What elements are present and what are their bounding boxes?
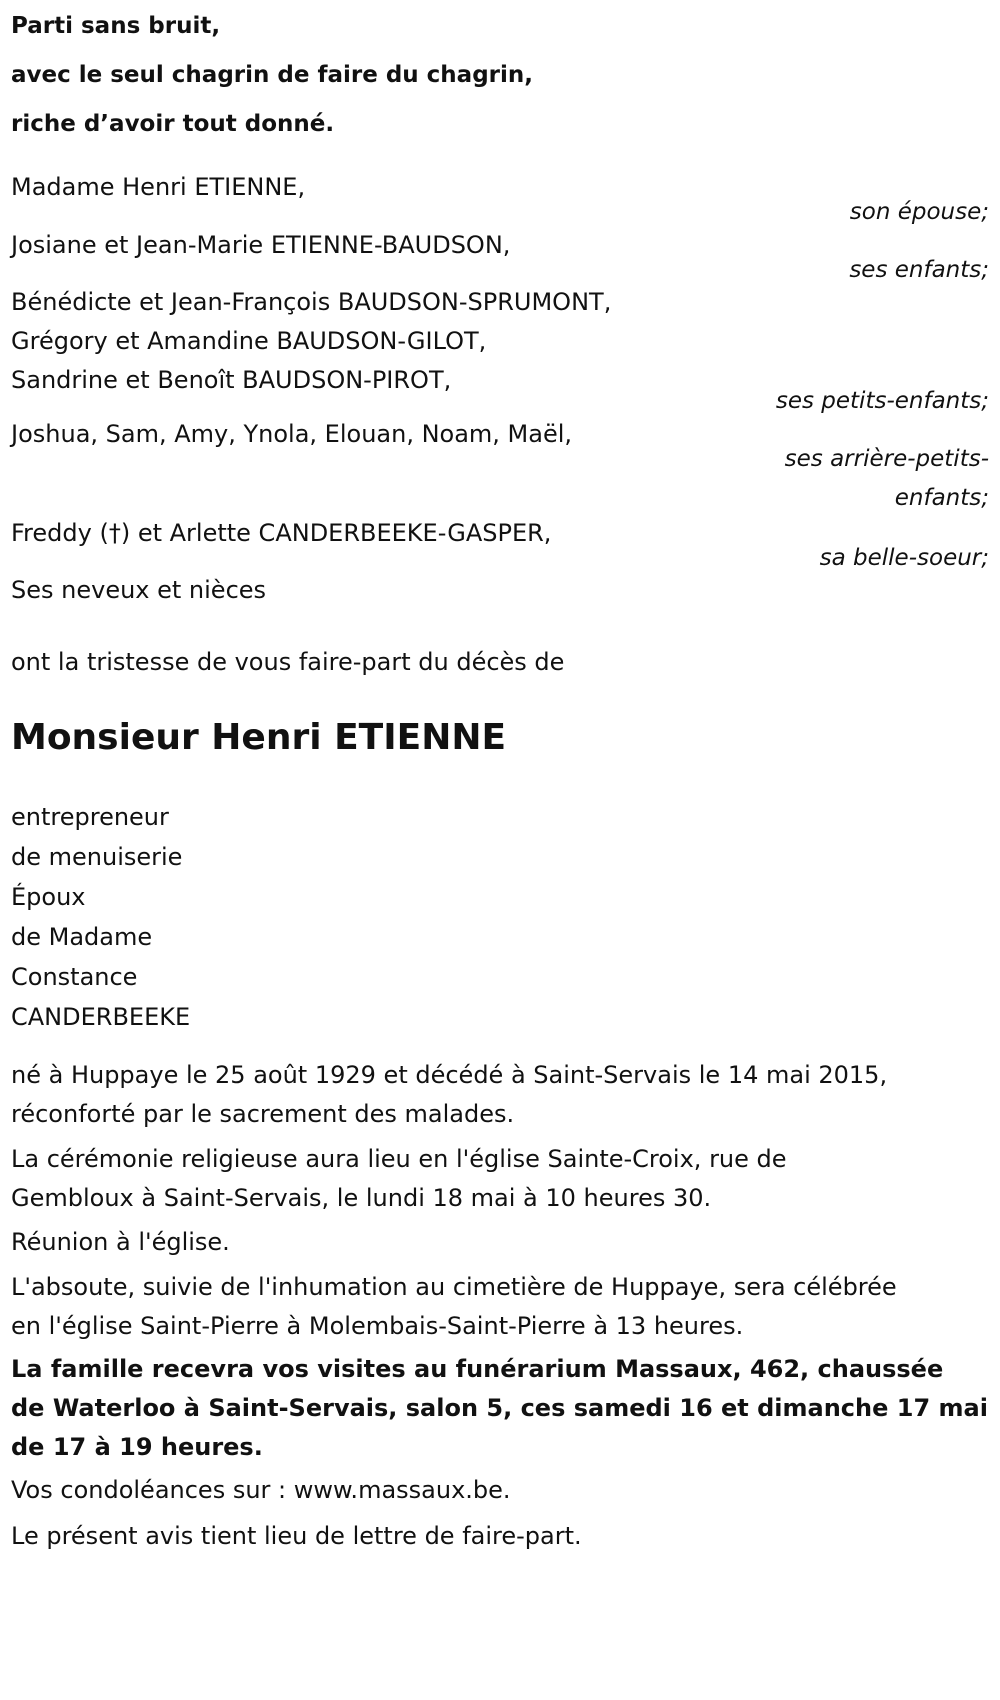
obituary-notice	[11, 0, 989, 1550]
relation-label-line: ses arrière-petits-	[784, 446, 989, 472]
announcement-text: ont la tristesse de vous faire-part du décès de	[11, 648, 565, 676]
quality-line: CANDERBEEKE	[11, 1003, 191, 1031]
family-names: Freddy (†) et Arlette CANDERBEEKE-GASPER,	[11, 519, 552, 547]
family-names: Grégory et Amandine BAUDSON-GILOT,	[11, 327, 487, 355]
family-names: Bénédicte et Jean-François BAUDSON-SPRUMONT,	[11, 288, 612, 316]
family-entry-children	[11, 226, 989, 283]
relation-label: ses petits-enfants;	[775, 388, 989, 414]
quote-line: riche d’avoir tout donné.	[11, 111, 335, 137]
meeting-paragraph: Réunion à l'église.	[11, 1228, 230, 1256]
family-entry-grandchildren	[11, 283, 989, 415]
quality-line: entrepreneur	[11, 803, 169, 831]
relation-label-line: enfants;	[894, 485, 989, 511]
family-list	[11, 168, 989, 611]
relation-label: son épouse;	[849, 199, 989, 225]
paragraph-line: de Waterloo à Saint-Servais, salon 5, ces samedi 16 et dimanche 17 mai	[11, 1394, 988, 1422]
visits-paragraph	[11, 1350, 989, 1467]
family-names: Madame Henri ETIENNE,	[11, 173, 306, 201]
family-entry-great-grandchildren	[11, 415, 989, 514]
opening-quote	[11, 2, 989, 149]
paragraph-line: La famille recevra vos visites au funérarium Massaux, 462, chaussée	[11, 1355, 944, 1383]
family-names: Josiane et Jean-Marie ETIENNE-BAUDSON,	[11, 231, 511, 259]
quality-line: Époux	[11, 883, 86, 911]
paragraph-line: né à Huppaye le 25 août 1929 et décédé à Saint-Servais le 14 mai 2015,	[11, 1061, 888, 1089]
condolences-paragraph: Vos condoléances sur : www.massaux.be.	[11, 1476, 511, 1504]
family-entry-spouse	[11, 168, 989, 226]
paragraph-line: La cérémonie religieuse aura lieu en l'église Sainte-Croix, rue de	[11, 1145, 787, 1173]
ceremony-paragraph	[11, 1140, 989, 1218]
deceased-name: Monsieur Henri ETIENNE	[11, 717, 507, 758]
quote-line: Parti sans bruit,	[11, 13, 221, 39]
absoute-paragraph	[11, 1268, 989, 1346]
family-entry-nephews	[11, 571, 989, 611]
paragraph-line: L'absoute, suivie de l'inhumation au cimetière de Huppaye, sera célébrée	[11, 1273, 897, 1301]
paragraph-line: Gembloux à Saint-Servais, le lundi 18 mai à 10 heures 30.	[11, 1184, 712, 1212]
quote-line: avec le seul chagrin de faire du chagrin,	[11, 62, 534, 88]
family-names: Joshua, Sam, Amy, Ynola, Elouan, Noam, Maël,	[11, 420, 573, 448]
relation-label: sa belle-soeur;	[819, 545, 989, 571]
quality-line: de menuiserie	[11, 843, 183, 871]
quality-line: de Madame	[11, 923, 153, 951]
relation-label: ses enfants;	[849, 257, 989, 283]
notice-paragraph: Le présent avis tient lieu de lettre de faire-part.	[11, 1522, 582, 1550]
family-entry-sister-in-law	[11, 514, 989, 571]
paragraph-line: réconforté par le sacrement des malades.	[11, 1100, 515, 1128]
family-names: Ses neveux et nièces	[11, 576, 267, 604]
relation-label	[785, 440, 989, 518]
quality-line: Constance	[11, 963, 138, 991]
family-names: Sandrine et Benoît BAUDSON-PIROT,	[11, 366, 452, 394]
deceased-qualities	[11, 797, 190, 1037]
paragraph-line: en l'église Saint-Pierre à Molembais-Saint-Pierre à 13 heures.	[11, 1312, 744, 1340]
paragraph-line: de 17 à 19 heures.	[11, 1433, 263, 1461]
birth-death-paragraph	[11, 1056, 989, 1134]
